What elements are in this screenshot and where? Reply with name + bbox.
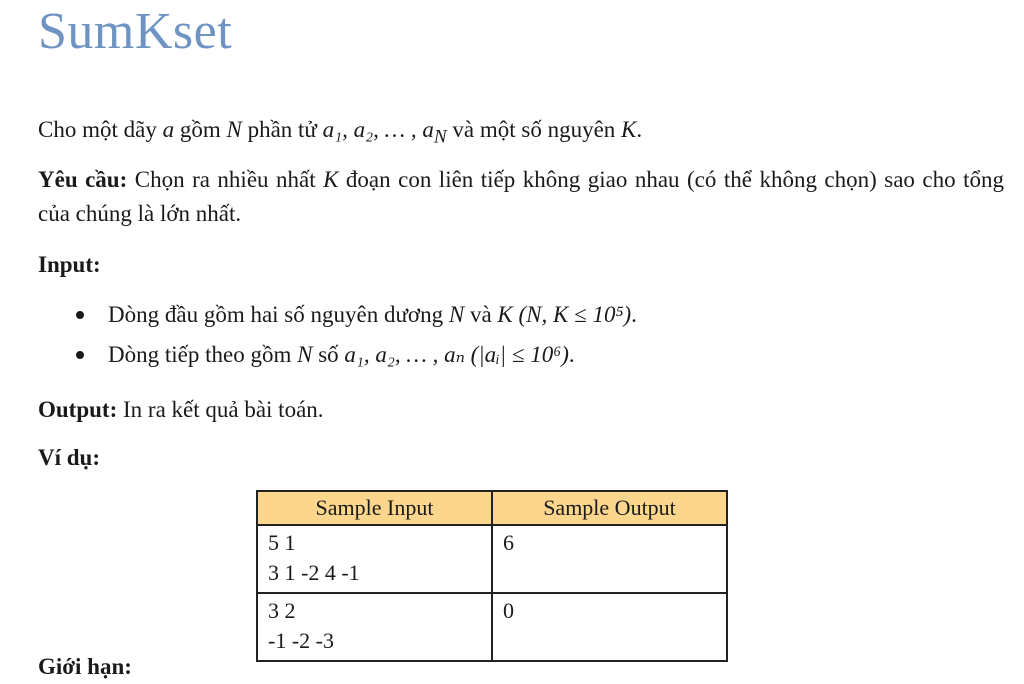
sample-table-header-row	[257, 491, 727, 525]
output-label: Output:	[38, 397, 118, 422]
problem-title: SumKset	[38, 3, 233, 60]
input-heading: Input:	[38, 252, 101, 277]
input-bullet-first-line: Dòng đầu gồm hai số nguyên dương N và K (N, K ≤ 10⁵).	[108, 295, 637, 335]
limits-heading: Giới hạn:	[38, 654, 132, 679]
table-row	[257, 525, 727, 593]
sample-output-cell: 0	[492, 593, 727, 661]
sample-output-header: Sample Output	[492, 491, 727, 525]
sample-table	[256, 490, 728, 662]
sample-input-cell: 5 1 3 1 -2 4 -1	[257, 525, 492, 593]
table-row	[257, 593, 727, 661]
output-paragraph: Output: In ra kết quả bài toán.	[38, 397, 324, 422]
example-heading: Ví dụ:	[38, 445, 100, 470]
requirement-paragraph: Yêu cầu: Chọn ra nhiều nhất K đoạn con liên tiếp không giao nhau (có thể không chọn) sao cho tổng của chúng là lớn nhất.	[38, 167, 1005, 226]
problem-intro: Cho một dãy a gồm N phần tử a₁, a₂, … , $a_N$ và một số nguyên K.	[38, 117, 643, 148]
sample-output-cell: 6	[492, 525, 727, 593]
input-bullet-second-line: Dòng tiếp theo gồm N số a₁, a₂, … , aₙ (|aᵢ| ≤ 10⁶).	[108, 335, 637, 375]
input-bullet-list	[108, 295, 637, 375]
sample-input-cell: 3 2 -1 -2 -3	[257, 593, 492, 661]
sample-input-header: Sample Input	[257, 491, 492, 525]
requirement-label: Yêu cầu:	[38, 167, 128, 192]
